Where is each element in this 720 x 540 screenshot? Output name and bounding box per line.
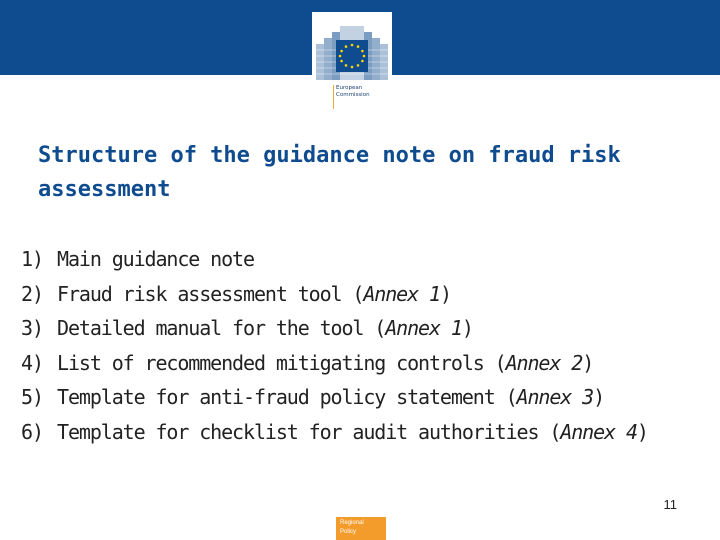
- list-item: 3) Detailed manual for the tool (Annex 1): [21, 316, 473, 340]
- list-item: 2) Fraud risk assessment tool (Annex 1): [21, 281, 451, 306]
- list-item: 4) List of recommended mitigating controls (Annex 2): [21, 350, 594, 375]
- list-item: 1) Main guidance note: [21, 247, 254, 271]
- slide-title: Structure of the guidance note on fraud risk assessment: [38, 143, 621, 202]
- regional-policy-tag: [336, 517, 386, 540]
- logo-text: European Commission: [336, 85, 370, 98]
- logo-divider: [333, 85, 334, 109]
- page-number: 11: [663, 497, 677, 512]
- footer-tag-label: Regional Policy: [340, 520, 364, 535]
- list-item: 5) Template for anti-fraud policy statement (Annex 3): [21, 385, 605, 409]
- european-commission-logo: [312, 12, 392, 100]
- structure-list: [21, 247, 648, 454]
- commission-building-icon: [314, 14, 390, 82]
- list-item: 6) Template for checklist for audit authorities (Annex 4): [21, 419, 648, 444]
